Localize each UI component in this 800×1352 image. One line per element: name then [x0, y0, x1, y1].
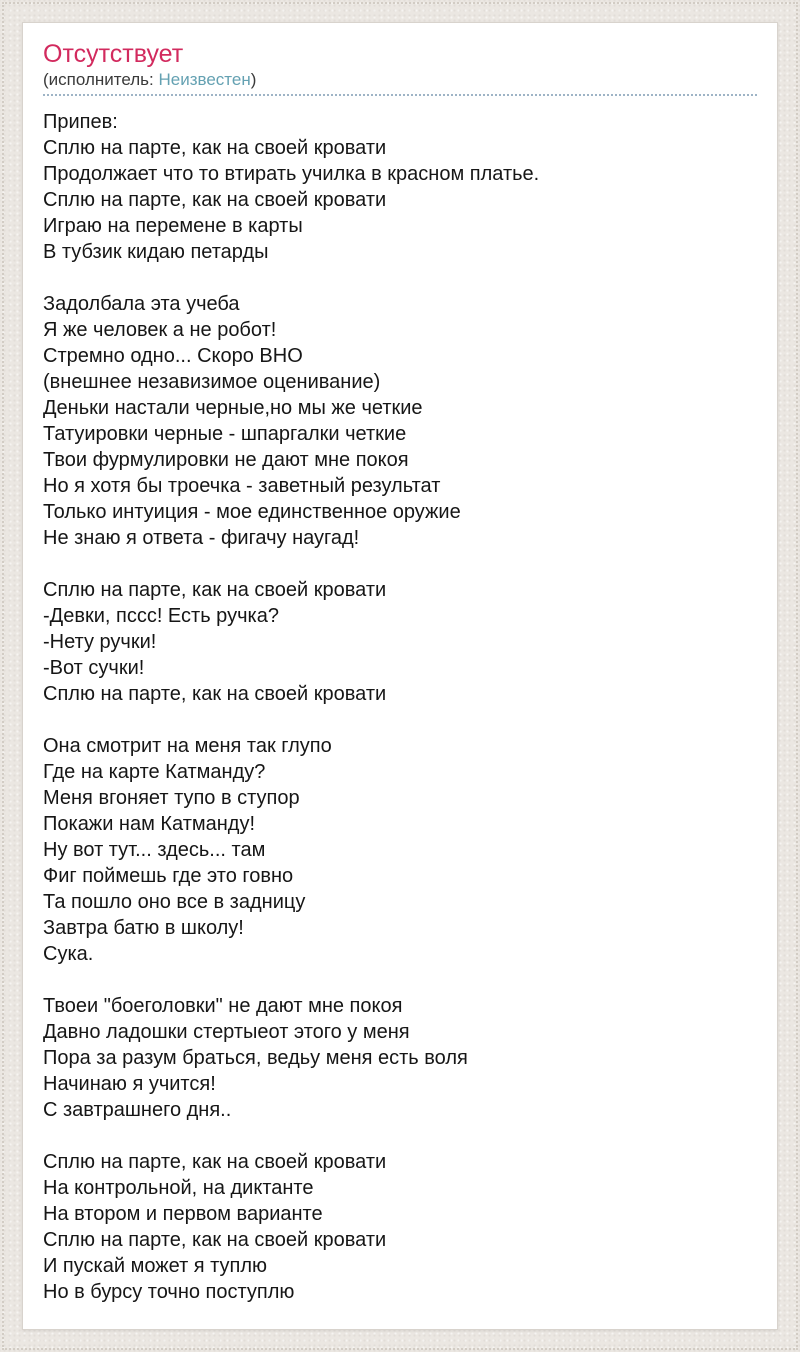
lyric-line: Я же человек а не робот! [43, 319, 277, 341]
lyric-line: Сука. [43, 943, 94, 965]
stanza [43, 291, 757, 551]
artist-line [43, 70, 757, 90]
lyric-line: -Вот сучки! [43, 657, 145, 679]
lyric-line: Сплю на парте, как на своей кровати [43, 1151, 387, 1173]
lyric-line: Татуировки черные - шпаргалки четкие [43, 423, 407, 445]
lyric-line: Она смотрит на меня так глупо [43, 735, 332, 757]
stanza [43, 109, 757, 265]
artist-label-suffix: ) [250, 70, 257, 89]
lyric-line: Завтра батю в школу! [43, 917, 244, 939]
artist-label-prefix: (исполнитель: [43, 70, 159, 89]
lyric-line: Сплю на парте, как на своей кровати [43, 189, 387, 211]
lyric-line: -Девки, пссс! Есть ручка? [43, 605, 279, 627]
lyric-line: Та пошло оно все в задницу [43, 891, 306, 913]
stanza [43, 577, 757, 707]
lyric-line: Припев: [43, 111, 118, 133]
lyric-line: Но я хотя бы троечка - заветный результат [43, 475, 441, 497]
lyric-line: И пускай может я туплю [43, 1255, 268, 1277]
lyric-line: На втором и первом варианте [43, 1203, 323, 1225]
lyric-line: Пора за разум браться, ведьу меня есть воля [43, 1047, 468, 1069]
lyric-line: Сплю на парте, как на своей кровати [43, 137, 387, 159]
lyric-line: (внешнее незавизимое оценивание) [43, 371, 381, 393]
lyric-line: Сплю на парте, как на своей кровати [43, 683, 387, 705]
lyric-line: Ну вот тут... здесь... там [43, 839, 266, 861]
lyric-line: Начинаю я учится! [43, 1073, 216, 1095]
lyric-line: Фиг поймешь где это говно [43, 865, 294, 887]
song-header [43, 39, 757, 96]
lyric-line: В тубзик кидаю петарды [43, 241, 269, 263]
lyric-line: Только интуиция - мое единственное оружие [43, 501, 461, 523]
lyric-line: -Нету ручки! [43, 631, 157, 653]
lyric-line: Давно ладошки стертыеот этого у меня [43, 1021, 410, 1043]
lyric-line: Сплю на парте, как на своей кровати [43, 1229, 387, 1251]
stanza [43, 733, 757, 967]
lyric-line: Покажи нам Катманду! [43, 813, 256, 835]
lyric-line: Задолбала эта учеба [43, 293, 240, 315]
lyric-line: Стремно одно... Скоро ВНО [43, 345, 303, 367]
lyrics-card [22, 22, 778, 1330]
artist-link[interactable]: Неизвестен [158, 70, 251, 89]
lyric-line: Сплю на парте, как на своей кровати [43, 579, 387, 601]
lyric-line: На контрольной, на диктанте [43, 1177, 314, 1199]
song-title: Отсутствует [43, 40, 184, 68]
lyric-line: Играю на перемене в карты [43, 215, 303, 237]
lyric-line: Продолжает что то втирать училка в красном платье. [43, 163, 540, 185]
lyric-line: Деньки настали черные,но мы же четкие [43, 397, 423, 419]
lyric-line: С завтрашнего дня.. [43, 1099, 232, 1121]
lyric-line: Меня вгоняет тупо в ступор [43, 787, 300, 809]
lyric-line: Где на карте Катманду? [43, 761, 266, 783]
lyric-line: Твоеи "боеголовки" не дают мне покоя [43, 995, 403, 1017]
lyrics-text [43, 109, 757, 1305]
lyric-line: Твои фурмулировки не дают мне покоя [43, 449, 409, 471]
lyric-line: Но в бурсу точно поступлю [43, 1281, 295, 1303]
stanza [43, 1149, 757, 1305]
stanza [43, 993, 757, 1123]
lyric-line: Не знаю я ответа - фигачу наугад! [43, 527, 360, 549]
